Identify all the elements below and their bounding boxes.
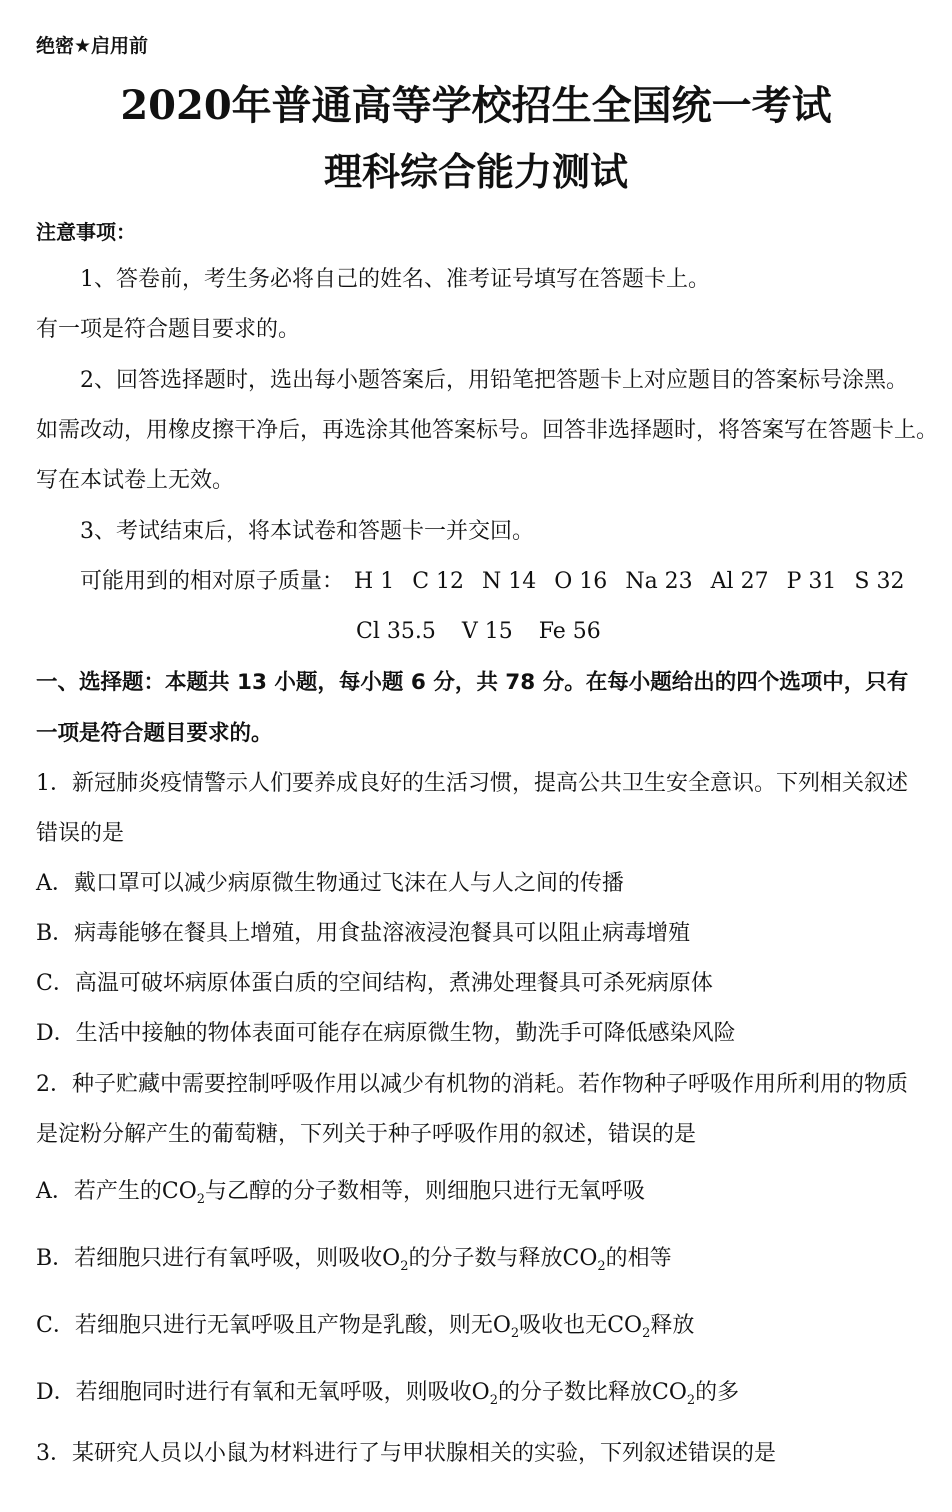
atomic-mass: H 1 (354, 569, 395, 594)
q1-option-b: B．病毒能够在餐具上增殖，用食盐溶液浸泡餐具可以阻止病毒增殖 (36, 921, 691, 946)
option-text: 的分子数比释放 (497, 1380, 652, 1405)
notice-item-1-extra: 有一项是符合题目要求的。 (36, 317, 301, 342)
option-text: 与乙醇的分子数相等，则细胞只进行无氧呼吸 (205, 1179, 646, 1204)
chem-symbol: CO (562, 1246, 598, 1271)
q3-stem-line1: 3．某研究人员以小鼠为材料进行了与甲状腺相关的实验，下列叙述错误的是 (36, 1441, 776, 1466)
chem-symbol: O (492, 1313, 511, 1338)
chem-formula (651, 1380, 696, 1408)
exam-subtitle: 理科综合能力测试 (323, 149, 628, 194)
q2-option-c (36, 1312, 694, 1340)
q1-stem-line1: 1．新冠肺炎疫情警示人们要养成良好的生活习惯，提高公共卫生安全意识。下列相关叙述 (36, 771, 909, 796)
chem-subscript: 2 (686, 1393, 696, 1408)
chem-symbol: CO (651, 1380, 687, 1405)
option-text: 吸收也无 (519, 1313, 608, 1338)
chem-subscript: 2 (510, 1326, 520, 1341)
chem-formula (471, 1380, 498, 1408)
option-text: B．若细胞只进行有氧呼吸，则吸收 (36, 1246, 383, 1271)
atomic-mass: S 32 (854, 569, 905, 594)
q2-stem-line1: 2．种子贮藏中需要控制呼吸作用以减少有机物的消耗。若作物种子呼吸作用所利用的物质 (36, 1072, 909, 1097)
chem-symbol: O (382, 1246, 401, 1271)
chem-formula (492, 1313, 520, 1341)
section-heading-line2: 一项是符合题目要求的。 (36, 721, 273, 746)
atomic-masses-label: 可能用到的相对原子质量： (80, 569, 345, 594)
option-text: A．若产生的 (36, 1179, 162, 1204)
atomic-mass: Cl 35.5 (356, 619, 436, 644)
exam-title: 2020年普通高等学校招生全国统一考试 (120, 82, 832, 129)
chem-subscript: 2 (597, 1259, 606, 1274)
option-text: 的分子数与释放 (408, 1246, 563, 1271)
chem-symbol: CO (607, 1313, 643, 1338)
atomic-masses-row1 (80, 568, 904, 596)
atomic-mass: O 16 (554, 569, 608, 594)
atomic-mass: Na 23 (625, 569, 693, 594)
chem-symbol: CO (161, 1179, 197, 1204)
section-heading-line1: 一、选择题：本题共 13 小题，每小题 6 分，共 78 分。在每小题给出的四个选项中，只有 (36, 670, 909, 695)
atomic-masses-row2 (356, 618, 627, 646)
atomic-mass: C 12 (412, 569, 465, 594)
notice-item-3: 3、考试结束后，将本试卷和答题卡一并交回。 (80, 519, 534, 544)
chem-formula (161, 1179, 206, 1207)
q2-stem-line2: 是淀粉分解产生的葡萄糖，下列关于种子呼吸作用的叙述，错误的是 (36, 1122, 697, 1147)
chem-subscript: 2 (400, 1259, 409, 1274)
chem-subscript: 2 (196, 1192, 206, 1207)
notice-heading: 注意事项： (36, 220, 136, 244)
q1-option-c: C．高温可破坏病原体蛋白质的空间结构，煮沸处理餐具可杀死病原体 (36, 971, 713, 996)
option-text: C．若细胞只进行无氧呼吸且产物是乳酸，则无 (36, 1313, 493, 1338)
notice-item-2-line1: 2、回答选择题时，选出每小题答案后，用铅笔把答题卡上对应题目的答案标号涂黑。 (80, 368, 908, 393)
q2-option-d (36, 1379, 739, 1407)
notice-item-2-line2: 如需改动，用橡皮擦干净后，再选涂其他答案标号。回答非选择题时，将答案写在答题卡上。 (36, 418, 939, 443)
atomic-mass: Al 27 (710, 569, 769, 594)
chem-formula (607, 1313, 651, 1341)
q2-option-a (36, 1178, 645, 1206)
option-text: 释放 (650, 1313, 695, 1338)
option-text: D．若细胞同时进行有氧和无氧呼吸，则吸收 (36, 1380, 472, 1405)
chem-formula (562, 1246, 606, 1274)
chem-subscript: 2 (642, 1326, 651, 1341)
atomic-mass: Fe 56 (538, 619, 601, 644)
chem-subscript: 2 (489, 1393, 498, 1408)
secret-mark: 绝密★启用前 (36, 35, 149, 57)
chem-symbol: O (471, 1380, 490, 1405)
notice-item-2-line3: 写在本试卷上无效。 (36, 468, 235, 493)
atomic-mass: N 14 (482, 569, 537, 594)
chem-formula (382, 1246, 409, 1274)
option-text: 的多 (695, 1380, 740, 1405)
q2-option-b (36, 1245, 672, 1273)
q1-stem-line2: 错误的是 (36, 821, 125, 846)
atomic-mass: V 15 (461, 619, 513, 644)
q1-option-d: D．生活中接触的物体表面可能存在病原微生物，勤洗手可降低感染风险 (36, 1021, 736, 1046)
atomic-mass: P 31 (786, 569, 837, 594)
notice-item-1: 1、答卷前，考生务必将自己的姓名、准考证号填写在答题卡上。 (80, 267, 710, 292)
option-text: 的相等 (605, 1246, 672, 1271)
q1-option-a: A．戴口罩可以减少病原微生物通过飞沫在人与人之间的传播 (36, 871, 624, 896)
